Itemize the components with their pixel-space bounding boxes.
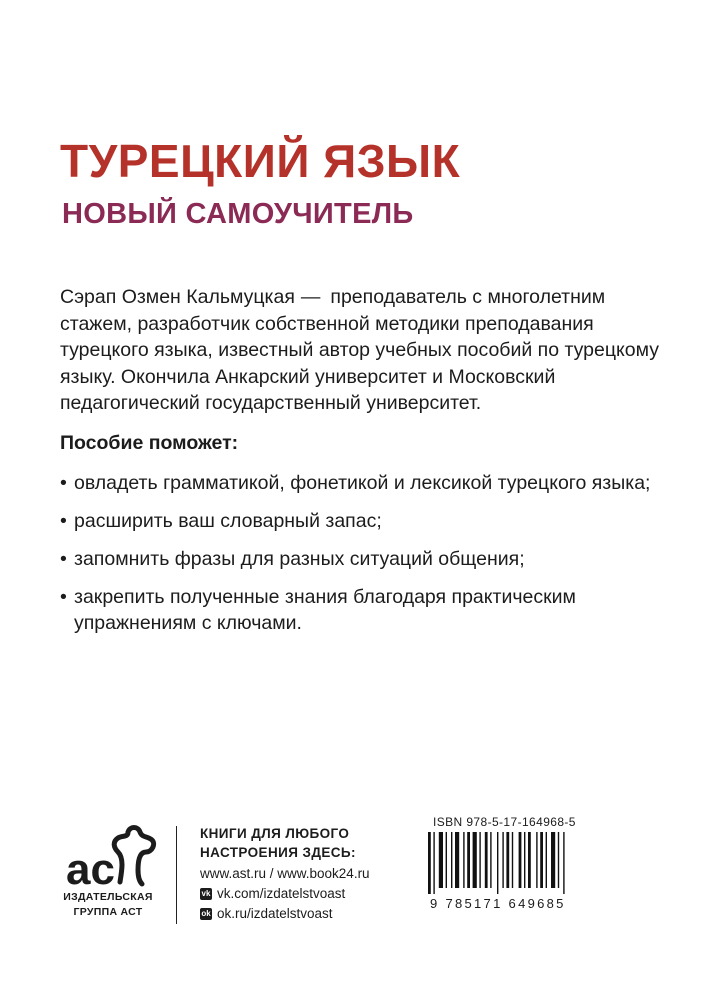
barcode-bar xyxy=(524,832,525,888)
ok-link-text: ok.ru/izdatelstvoast xyxy=(217,906,333,921)
barcode-bar xyxy=(433,832,434,894)
barcode xyxy=(426,832,576,894)
barcode-bar xyxy=(439,832,443,888)
barcode-bar xyxy=(512,832,513,888)
list-item: • овладеть грамматикой, фонетикой и лексикой турецкого языка; xyxy=(60,470,680,496)
barcode-bar xyxy=(519,832,522,888)
barcode-bar xyxy=(506,832,509,888)
list-item: • расширить ваш словарный запас; xyxy=(60,508,680,534)
barcode-number: 9 785171 649685 xyxy=(430,896,566,911)
sites-link[interactable]: www.ast.ru / www.book24.ru xyxy=(200,866,370,881)
barcode-bar xyxy=(455,832,459,888)
barcode-bar xyxy=(467,832,470,888)
helps-heading: Пособие поможет: xyxy=(60,432,239,454)
divider xyxy=(176,826,177,924)
barcode-bar xyxy=(536,832,537,888)
barcode-bar xyxy=(446,832,447,888)
author-bio xyxy=(60,284,660,417)
barcode-bar xyxy=(451,832,452,888)
barcode-bar xyxy=(497,832,498,894)
barcode-bar xyxy=(485,832,488,888)
list-item: • закрепить полученные знания благодаря практическим упражнениям с ключами. xyxy=(60,584,680,636)
logo-text: ac xyxy=(66,845,115,894)
ok-icon: ok xyxy=(201,909,211,918)
tagline-line: КНИГИ ДЛЯ ЛЮБОГО xyxy=(200,826,350,841)
author-name: Сэрап Озмен Кальмуцкая xyxy=(60,286,295,308)
barcode-bar xyxy=(563,832,564,894)
publisher-tagline xyxy=(200,824,356,862)
vk-link-text: vk.com/izdatelstvoast xyxy=(217,886,346,901)
tagline-line: НАСТРОЕНИЯ ЗДЕСЬ: xyxy=(200,845,356,860)
barcode-bar xyxy=(473,832,477,888)
isbn-label: ISBN 978-5-17-164968-5 xyxy=(433,815,576,829)
bio-text: преподаватель с многолетним стажем, разработчик собственной методики преподавания турецкого языка, известный автор учебных пособий по турецкому языку. Окончила Анкарский университет и Московский педагогический государственный университет. xyxy=(60,286,660,414)
barcode-bar xyxy=(463,832,464,888)
ok-link[interactable] xyxy=(200,904,370,924)
book-subtitle: НОВЫЙ САМОУЧИТЕЛЬ xyxy=(62,198,414,230)
barcode-bar xyxy=(428,832,431,894)
book-title: ТУРЕЦКИЙ ЯЗЫК xyxy=(60,135,461,187)
caption-line: ГРУППА АСТ xyxy=(73,906,143,918)
bio-dash: — xyxy=(300,286,321,308)
caption-line: ИЗДАТЕЛЬСКАЯ xyxy=(63,891,153,903)
barcode-bar xyxy=(540,832,543,888)
vk-icon: vk xyxy=(201,889,211,898)
publisher-links xyxy=(200,864,370,924)
barcode-bar xyxy=(546,832,547,888)
barcode-bar xyxy=(479,832,480,888)
list-item: • запомнить фразы для разных ситуаций общения; xyxy=(60,546,680,572)
barcode-bar xyxy=(528,832,531,888)
barcode-bar xyxy=(502,832,503,888)
vk-link[interactable] xyxy=(200,884,370,904)
helps-list xyxy=(60,470,680,648)
barcode-bar xyxy=(551,832,555,888)
barcode-bar xyxy=(490,832,491,888)
barcode-bar xyxy=(558,832,559,888)
publisher-caption xyxy=(58,890,158,920)
